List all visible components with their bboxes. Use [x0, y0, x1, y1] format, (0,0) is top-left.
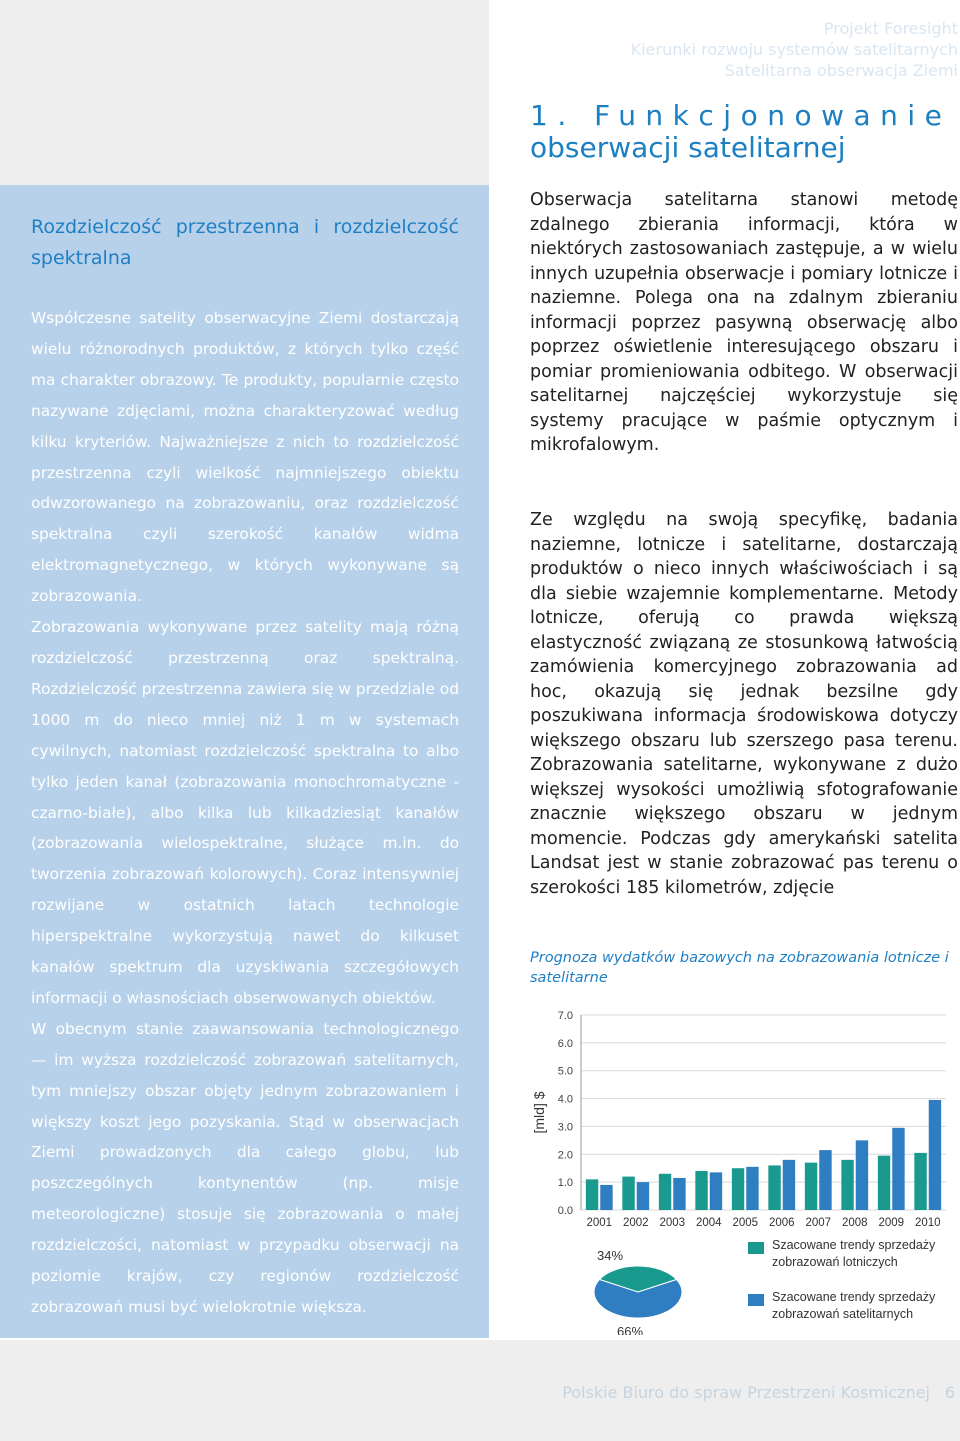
bar-aerial-2001: [586, 1179, 598, 1210]
bar-satellite-2009: [892, 1128, 904, 1210]
bar-satellite-2006: [783, 1160, 795, 1210]
section-title-line2: obserwacji satelitarnej: [530, 131, 846, 164]
running-header: [631, 18, 958, 81]
bar-satellite-2002: [637, 1182, 649, 1210]
y-tick-label: 1.0: [557, 1177, 573, 1190]
legend-swatch-aerial: [748, 1242, 764, 1254]
x-tick-label: 2003: [659, 1217, 686, 1229]
top-gray-band: [0, 0, 489, 185]
x-tick-label: 2001: [586, 1217, 613, 1229]
bar-satellite-2007: [819, 1150, 831, 1210]
x-tick-label: 2007: [805, 1217, 832, 1229]
header-project: Projekt Foresight: [823, 19, 958, 38]
sidebar-paragraph-1: Współczesne satelity obserwacyjne Ziemi dostarczają wielu różnorodnych produktów, z których tylko część ma charakter obrazowy. Te produkty, popularnie często nazywane zdjęciami, można charakteryzować według kilku kryteriów. Najważniejsze z nich to rozdzielczość przestrzenna czyli wielkość najmniejszego obiektu odwzorowanego na zobrazowaniu, oraz rozdzielczość spektralna czyli szerokość kanałów widma elektromagnetycznego, w których wykonywane są zobrazowania.: [31, 309, 459, 606]
section-title-line1: 1. Funkcjonowanie: [530, 99, 952, 132]
section-title: [530, 100, 960, 164]
bar-aerial-2007: [805, 1163, 817, 1210]
bar-satellite-2003: [673, 1178, 685, 1210]
bar-aerial-2010: [914, 1153, 926, 1210]
y-tick-label: 3.0: [557, 1121, 573, 1134]
pie-label-aerial: 34%: [596, 1248, 624, 1263]
chart-caption: Prognoza wydatków bazowych na zobrazowania lotnicze i satelitarne: [530, 950, 949, 986]
header-subject: Kierunki rozwoju systemów satelitarnych: [630, 40, 958, 59]
x-tick-label: 2008: [841, 1217, 868, 1229]
y-tick-label: 2.0: [557, 1149, 573, 1162]
x-tick-label: 2004: [695, 1217, 722, 1229]
page-number: 6: [944, 1383, 955, 1402]
bar-satellite-2010: [929, 1100, 941, 1210]
bar-aerial-2002: [622, 1177, 634, 1210]
y-tick-label: 7.0: [557, 1010, 573, 1022]
legend-label-line1: Szacowane trendy sprzedaży: [772, 1290, 936, 1304]
bar-aerial-2008: [841, 1160, 853, 1210]
y-tick-label: 0.0: [557, 1205, 573, 1217]
header-topic: Satelitarna obserwacja Ziemi: [724, 61, 958, 80]
pie-label-satellite: 66%: [616, 1324, 644, 1335]
main-paragraph-2-text: Ze względu na swoją specyfikę, badania naziemne, lotnicze i satelitarne, dostarczają produktów o nieco innych właściwościach i są dla siebie wzajemnie komplementarne. Metody lotnicze, oferują co prawda większą elastyczność związaną ze stosunkową łatwością zamówienia komercyjnego zobrazowania ad hoc, okazują się jednak bezsilne gdy poszukiwana informacja środowiskowa dotyczy większego obszaru lub szerszego pasa terenu. Zobrazowania satelitarne, wykonywane z dużo większej wysokości umożliwią sfotografowanie znacznie większego obszaru w jednym momencie. Podczas gdy amerykański satelita Landsat jest w stanie zobrazować pas terenu o szerokości 185 kilometrów, zdjęcie: [530, 510, 958, 898]
bar-aerial-2004: [695, 1171, 707, 1210]
main-paragraph-2: [530, 508, 958, 900]
bar-satellite-2004: [710, 1172, 722, 1210]
bar-aerial-2009: [878, 1156, 890, 1210]
main-paragraph-1: [530, 188, 958, 458]
bar-aerial-2005: [732, 1168, 744, 1210]
footer-publisher: Polskie Biuro do spraw Przestrzeni Kosmicznej: [562, 1383, 930, 1402]
x-tick-label: 2010: [914, 1217, 941, 1229]
main-paragraph-1-text: Obserwacja satelitarna stanowi metodę zdalnego zbierania informacji, która w niektórych zastosowaniach zastępuje, a w wielu innych uzupełnia obserwacje i pomiary lotnicze i naziemne. Polega ona na zdalnym zbieraniu informacji poprzez pasywną obserwację albo poprzez oświetlenie interesującego obszaru i pomiar promieniowania odbitego. W obserwacji satelitarnej najczęściej wykorzystuje się systemy pracujące w paśmie optycznym i mikrofalowym.: [530, 190, 958, 455]
x-tick-label: 2005: [732, 1217, 759, 1229]
x-tick-label: 2009: [878, 1217, 905, 1229]
legend-label-line1: Szacowane trendy sprzedaży: [772, 1238, 936, 1252]
legend-label-line2: zobrazowań satelitarnych: [772, 1307, 914, 1321]
sidebar-paragraph-3: W obecnym stanie zaawansowania technologicznego — im wyższa rozdzielczość zobrazowań satelitarnych, tym mniejszy obszar objęty jednym zobrazowaniem i większy koszt jego pozyskania. Stąd w obserwacjach Ziemi prowadzonych dla całego globu, lub poszczególnych kontynentów (np. misje meteorologiczne) stosuje się zobrazowania o małej rozdzielczości, natomiast w przypadku obserwacji na poziomie krajów, czy regionów rozdzielczość zobrazowań musi być wielokrotnie większa.: [31, 1019, 459, 1316]
y-tick-label: 6.0: [557, 1037, 573, 1050]
y-axis-label: [mld] $: [531, 1091, 547, 1134]
spending-forecast-chart: [526, 1000, 951, 1335]
y-tick-label: 4.0: [557, 1093, 573, 1106]
sidebar-title: Rozdzielczość przestrzenna i rozdzielczość spektralna: [31, 216, 459, 269]
bar-satellite-2001: [600, 1185, 612, 1210]
x-tick-label: 2006: [768, 1217, 795, 1229]
bar-satellite-2008: [856, 1140, 868, 1210]
y-tick-label: 5.0: [557, 1065, 573, 1078]
bar-aerial-2003: [659, 1174, 671, 1210]
bar-satellite-2005: [746, 1167, 758, 1210]
legend-label-line2: zobrazowań lotniczych: [772, 1255, 898, 1269]
sidebar-paragraph-2: Zobrazowania wykonywane przez satelity mają różną rozdzielczość przestrzenną oraz spektralną. Rozdzielczość przestrzenna zawiera się w przedziale od 1000 m do nieco mniej niż 1 m w systemach cywilnych, natomiast rozdzielczość spektralna to albo tylko jeden kanał (zobrazowania monochromatyczne - czarno-białe), albo kilka lub kilkadziesiąt kanałów (zobrazowania wielospektralne, służące m.in. do tworzenia zobrazowań kolorowych). Coraz intensywniej rozwijane w ostatnich latach technologie hiperspektralne wykorzystują nawet do kilkuset kanałów spektrum dla uzyskiwania szczegółowych informacji o własnościach obserwowanych obiektów.: [31, 618, 459, 1007]
sidebar-body: [31, 303, 459, 1323]
bar-aerial-2006: [768, 1165, 780, 1210]
legend-swatch-satellite: [748, 1294, 764, 1306]
x-tick-label: 2002: [622, 1217, 649, 1229]
